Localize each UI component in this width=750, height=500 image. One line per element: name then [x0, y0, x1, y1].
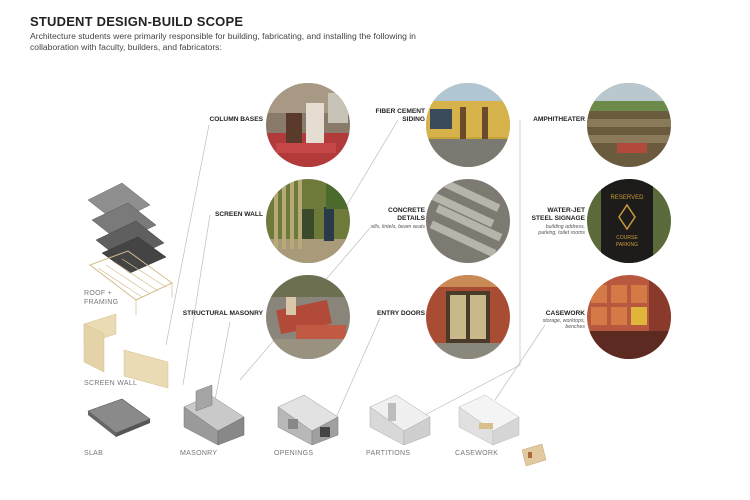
photo-fiber-cement-siding [426, 83, 510, 167]
photo-entry-doors [426, 275, 510, 359]
photo-concrete-details [426, 179, 510, 263]
photo-screen-wall [266, 179, 350, 263]
page-subtitle: Architecture students were primarily responsible for building, fabricating, and installing the following in collaboration with faculty, builders, and fabricators: [30, 31, 416, 52]
casework-piece-diagram [518, 442, 550, 472]
label-waterjet-signage: WATER-JET STEEL SIGNAGE [531, 207, 585, 222]
stage-masonry: MASONRY [180, 450, 218, 457]
photo-structural-masonry [266, 275, 350, 359]
casework-diagram [455, 383, 525, 448]
stage-slab: SLAB [84, 450, 104, 457]
svg-text:PARKING: PARKING [615, 242, 639, 248]
slab-diagram [84, 395, 154, 445]
label-entry-doors: ENTRY DOORS [377, 310, 425, 317]
svg-text:RESERVED: RESERVED [610, 195, 644, 201]
photo-column-bases [266, 83, 350, 167]
photo-amphitheater [587, 83, 671, 167]
label-amphitheater: AMPHITHEATER [533, 116, 585, 123]
page-title: STUDENT DESIGN-BUILD SCOPE [30, 14, 244, 29]
stage-screen-wall: SCREEN WALL [84, 380, 138, 387]
concrete-details-sub: sills, lintels, beam seats [370, 224, 425, 230]
leader-screen-wall [183, 215, 210, 385]
openings-diagram [274, 383, 344, 448]
photo-casework [587, 275, 671, 359]
label-column-bases: COLUMN BASES [209, 116, 263, 123]
label-screen-wall: SCREEN WALL [215, 211, 263, 218]
stage-casework: CASEWORK [455, 450, 499, 457]
masonry-diagram [180, 383, 250, 448]
stage-roof-framing: ROOF + FRAMING [84, 290, 119, 306]
waterjet-signage-sub: building address, parking, toilet rooms [538, 224, 585, 237]
stage-partitions: PARTITIONS [366, 450, 411, 457]
photo-waterjet-signage [587, 179, 671, 263]
label-concrete-details: CONCRETE DETAILS [388, 207, 425, 222]
svg-text:COURSE: COURSE [616, 235, 638, 241]
partitions-diagram [366, 383, 436, 448]
stage-openings: OPENINGS [274, 450, 314, 457]
casework-sub: storage, worktops, benches [542, 318, 585, 331]
label-structural-masonry: STRUCTURAL MASONRY [182, 310, 263, 317]
label-casework: CASEWORK [545, 310, 585, 317]
label-fiber-cement-siding: FIBER CEMENT SIDING [375, 108, 425, 123]
